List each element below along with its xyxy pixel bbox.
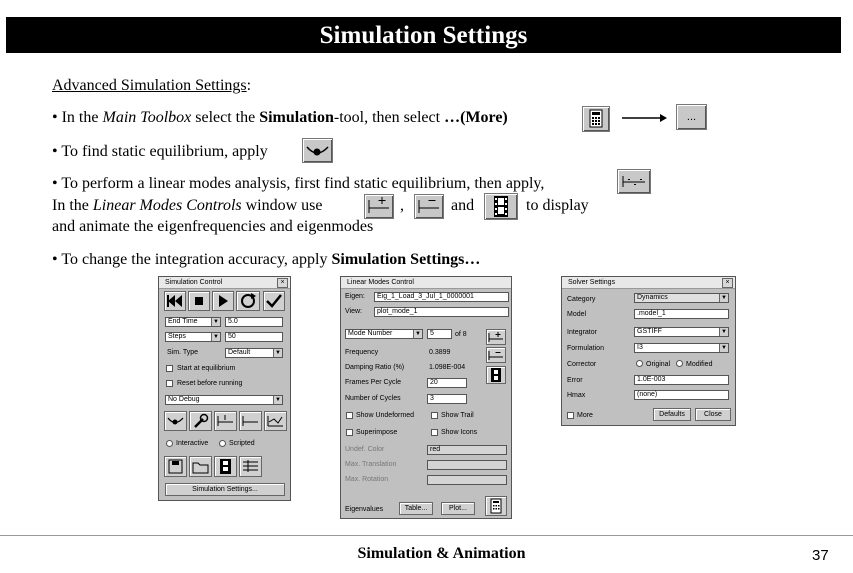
plot-button[interactable]: Plot... <box>441 502 475 515</box>
more-label: More <box>577 412 593 419</box>
category-value: Dynamics <box>637 294 668 301</box>
corrector-original-radio[interactable] <box>636 360 643 367</box>
next-mode-icon[interactable] <box>364 194 394 219</box>
arrow-right-icon <box>620 112 668 124</box>
mode-number-input[interactable]: 5 <box>427 329 452 339</box>
integrator-dropdown[interactable] <box>634 327 729 337</box>
model-label: Model <box>567 311 587 318</box>
show-trail-checkbox[interactable] <box>431 412 438 419</box>
chevron-down-icon: ▼ <box>719 344 728 352</box>
linear-modes-icon[interactable] <box>617 169 651 194</box>
linear-modes-title: Linear Modes Control <box>347 279 414 286</box>
save-icon[interactable] <box>164 456 187 477</box>
frequency-value: 0.3899 <box>429 349 451 356</box>
to-display-text: to display <box>526 197 589 214</box>
next-mode-icon[interactable] <box>486 329 506 345</box>
comma-text: , <box>400 197 404 214</box>
solver-settings-title: Solver Settings <box>568 279 616 286</box>
corrector-label: Corrector <box>567 361 597 368</box>
steps-dropdown[interactable] <box>165 332 221 342</box>
heading-text: Advanced Simulation Settings <box>52 77 247 94</box>
linear-modes-titlebar <box>341 277 511 289</box>
max-translation-input[interactable] <box>427 460 507 470</box>
view-label: View: <box>345 308 362 315</box>
of-modes-label: of 8 <box>455 331 467 338</box>
end-time-dropdown[interactable] <box>165 317 221 327</box>
close-icon[interactable]: × <box>277 278 288 288</box>
model-input[interactable]: .model_1 <box>634 309 729 319</box>
integrator-value: GSTIFF <box>637 328 662 335</box>
error-label: Error <box>567 377 583 384</box>
simulation-settings-button[interactable]: Simulation Settings... <box>165 483 285 496</box>
show-icons-label: Show Icons <box>441 429 478 436</box>
corrector-modified-radio[interactable] <box>676 360 683 367</box>
bullet1-simulation: Simulation <box>259 109 334 126</box>
solver-settings-window <box>561 276 736 426</box>
section-heading <box>52 77 251 95</box>
start-equilibrium-label: Start at equilibrium <box>177 365 236 372</box>
linear-modes-icon[interactable] <box>214 411 237 431</box>
mode-number-dropdown[interactable] <box>345 329 423 339</box>
solver-settings-titlebar <box>562 277 735 289</box>
chevron-down-icon: ▼ <box>719 328 728 336</box>
undef-color-label: Undef. Color <box>345 446 385 453</box>
animate-text: and animate the eigenfrequencies and eigenmodes <box>52 218 374 235</box>
animate-film-icon[interactable] <box>214 456 237 477</box>
bullet1-mid: select the <box>191 109 260 126</box>
sim-type-value: Default <box>228 349 251 356</box>
more-button[interactable]: ... <box>676 104 707 130</box>
show-undeformed-label: Show Undeformed <box>356 412 414 419</box>
reset-icon[interactable] <box>236 291 260 311</box>
rewind-button[interactable] <box>164 291 186 311</box>
chevron-down-icon: ▼ <box>273 396 282 404</box>
heading-suffix: : <box>246 77 252 94</box>
chevron-down-icon: ▼ <box>719 294 728 302</box>
static-equilibrium-icon[interactable] <box>164 411 187 431</box>
footer-divider <box>0 535 853 536</box>
formulation-dropdown[interactable] <box>634 343 729 353</box>
static-equilibrium-icon[interactable] <box>302 138 333 163</box>
sim-type-dropdown[interactable] <box>225 348 283 358</box>
frames-input[interactable]: 20 <box>427 378 467 388</box>
frames-label: Frames Per Cycle <box>345 379 402 386</box>
bullet4-bold: Simulation Settings… <box>331 251 481 268</box>
simulation-control-title: Simulation Control <box>165 279 223 286</box>
table-button[interactable]: Table... <box>399 502 433 515</box>
reset-before-running-label: Reset before running <box>177 380 243 387</box>
show-icons-checkbox[interactable] <box>431 429 438 436</box>
previous-mode-icon[interactable] <box>486 347 506 363</box>
previous-mode-icon[interactable] <box>414 194 444 219</box>
simulation-control-titlebar <box>159 277 290 289</box>
undef-color-input[interactable]: red <box>427 445 507 455</box>
checkmark-icon[interactable] <box>263 291 285 311</box>
open-icon[interactable] <box>189 456 212 477</box>
steps-label: Steps <box>168 333 186 340</box>
bullet1-prefix: • In the <box>52 109 103 126</box>
bullet-static-equilibrium: • To find static equilibrium, apply <box>52 143 268 160</box>
bullet-linear-modes: • To perform a linear modes analysis, first find static equilibrium, then apply, <box>52 175 545 192</box>
animate-film-icon[interactable] <box>486 366 506 384</box>
corrector-modified-label: Modified <box>686 361 713 368</box>
bullet-main-toolbox <box>52 109 508 127</box>
max-translation-label: Max. Translation <box>345 461 397 468</box>
graph-icon[interactable] <box>264 411 287 431</box>
table-icon[interactable] <box>239 456 262 477</box>
hmax-input[interactable]: (none) <box>634 390 729 400</box>
view-input[interactable]: plot_mode_1 <box>374 307 509 317</box>
sim-type-label: Sim. Type <box>167 349 198 356</box>
category-dropdown[interactable] <box>634 293 729 303</box>
max-rotation-input[interactable] <box>427 475 507 485</box>
modes-icon[interactable] <box>239 411 262 431</box>
max-rotation-label: Max. Rotation <box>345 476 389 483</box>
calculator-icon[interactable] <box>485 496 507 516</box>
category-label: Category <box>567 296 596 303</box>
bullet1-main-toolbox: Main Toolbox <box>102 109 192 126</box>
eigenvalues-label: Eigenvalues <box>345 506 384 513</box>
close-icon[interactable]: × <box>722 278 733 288</box>
scripted-label: Scripted <box>229 440 255 447</box>
error-input[interactable]: 1.0E-003 <box>634 375 729 385</box>
defaults-button[interactable]: Defaults <box>653 408 691 421</box>
superimpose-label: Superimpose <box>356 429 398 436</box>
linear-modes-window <box>340 276 512 519</box>
eigen-label: Eigen: <box>345 293 365 300</box>
line2-italic: Linear Modes Controls <box>92 197 242 214</box>
linear-modes-controls-text <box>52 197 323 215</box>
stop-button[interactable] <box>188 291 210 311</box>
reset-before-running-checkbox[interactable] <box>166 380 173 387</box>
chevron-down-icon: ▼ <box>413 330 422 338</box>
simulation-control-window <box>158 276 291 501</box>
page-number: 37 <box>812 547 829 564</box>
damping-value: 1.098E-004 <box>429 364 466 371</box>
superimpose-checkbox[interactable] <box>346 429 353 436</box>
start-equilibrium-checkbox[interactable] <box>166 365 173 372</box>
chevron-down-icon: ▼ <box>211 333 220 341</box>
chevron-down-icon: ▼ <box>273 349 282 357</box>
calculator-tool-icon[interactable] <box>582 106 610 132</box>
bullet1-tail: -tool, then select <box>333 109 445 126</box>
cycles-label: Number of Cycles <box>345 395 401 402</box>
cycles-input[interactable]: 3 <box>427 394 467 404</box>
eigen-input[interactable]: Eig_1_Load_3_Jul_1_0000001 <box>374 292 509 302</box>
footer-title: Simulation & Animation <box>357 545 526 562</box>
mode-number-label: Mode Number <box>348 330 393 337</box>
damping-label: Damping Ratio (%) <box>345 364 405 371</box>
corrector-original-label: Original <box>646 361 671 368</box>
show-undeformed-checkbox[interactable] <box>346 412 353 419</box>
interactive-radio[interactable] <box>166 440 173 447</box>
end-time-label: End Time <box>168 318 198 325</box>
bullet1-more: …(More) <box>444 109 508 126</box>
frequency-label: Frequency <box>345 349 379 356</box>
bullet-integration-accuracy <box>52 251 480 269</box>
line2-mid: window use <box>241 197 323 214</box>
scripted-radio[interactable] <box>219 440 226 447</box>
end-time-input[interactable]: 5.0 <box>225 317 283 327</box>
more-checkbox[interactable] <box>567 412 574 419</box>
close-button[interactable]: Close <box>695 408 731 421</box>
and-text: and <box>451 197 475 214</box>
line2-prefix: In the <box>52 197 93 214</box>
debug-dropdown[interactable] <box>165 395 283 405</box>
wrench-icon[interactable] <box>189 411 212 431</box>
steps-input[interactable]: 50 <box>225 332 283 342</box>
slide-title: Simulation Settings <box>6 17 841 53</box>
integrator-label: Integrator <box>567 329 597 336</box>
bullet4-prefix: • To change the integration accuracy, apply <box>52 251 332 268</box>
formulation-label: Formulation <box>567 345 604 352</box>
interactive-label: Interactive <box>176 440 209 447</box>
animate-film-icon[interactable] <box>484 193 518 220</box>
chevron-down-icon: ▼ <box>211 318 220 326</box>
hmax-label: Hmax <box>567 392 586 399</box>
formulation-value: I3 <box>637 344 643 351</box>
play-button[interactable] <box>212 291 234 311</box>
show-trail-label: Show Trail <box>441 412 474 419</box>
debug-value: No Debug <box>168 396 200 403</box>
